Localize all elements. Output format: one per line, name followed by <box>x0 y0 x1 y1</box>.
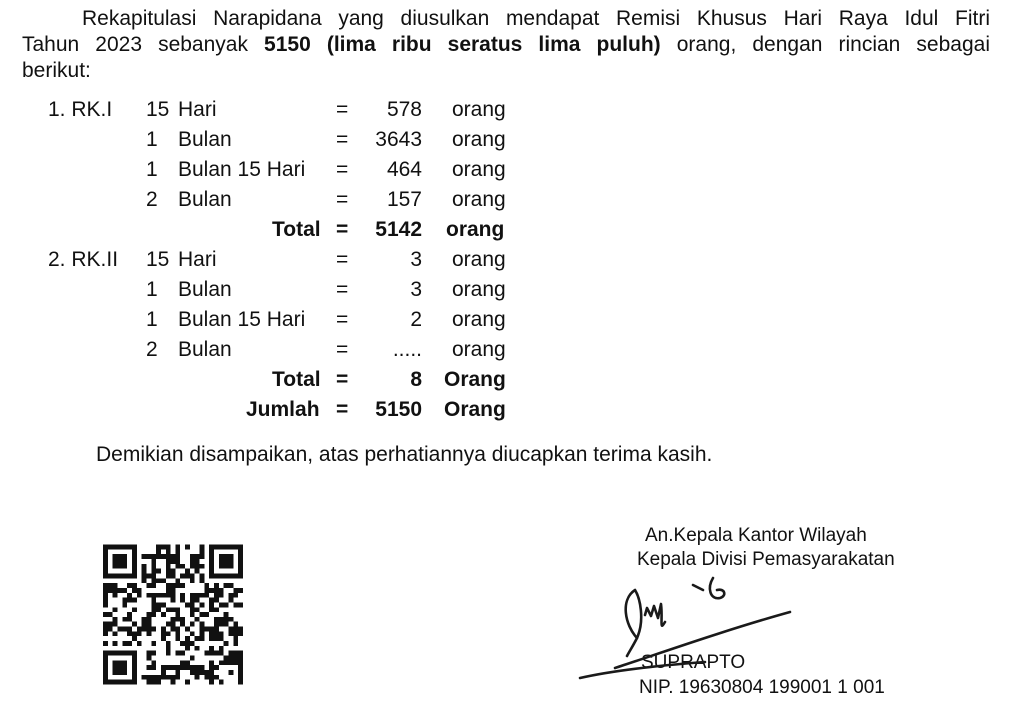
count-value: 578 <box>386 98 422 121</box>
count-value: 2 <box>410 308 422 331</box>
count-value: ..... <box>392 338 422 361</box>
equals-sign: = <box>336 398 349 421</box>
count-value: 157 <box>386 188 422 211</box>
equals-sign: = <box>336 278 349 301</box>
unit-label: Orang <box>444 398 506 421</box>
duration-number: 2 <box>146 338 158 361</box>
equals-sign: = <box>336 98 349 121</box>
duration-number: 2 <box>146 188 158 211</box>
duration-unit: Hari <box>178 248 217 271</box>
duration-unit: Bulan <box>178 338 232 361</box>
intro-line-2-end: orang, dengan rincian sebagai <box>660 33 990 56</box>
duration-number: 15 <box>146 98 170 121</box>
table-row <box>0 185 520 215</box>
group-label: 1. RK.I <box>48 98 113 121</box>
grand-total-row <box>0 395 520 425</box>
duration-unit: Bulan 15 Hari <box>178 158 306 181</box>
total-label: Total <box>272 368 321 391</box>
closing-sentence: Demikian disampaikan, atas perhatiannya diucapkan terima kasih. <box>96 443 713 466</box>
unit-label: orang <box>452 158 506 181</box>
grand-total-label: Jumlah <box>246 398 320 421</box>
total-value: 5142 <box>375 218 422 241</box>
duration-number: 15 <box>146 248 170 271</box>
unit-label: orang <box>452 98 506 121</box>
equals-sign: = <box>336 218 349 241</box>
handwritten-signature <box>575 560 800 690</box>
intro-paragraph <box>22 6 990 84</box>
equals-sign: = <box>336 188 349 211</box>
equals-sign: = <box>336 248 349 271</box>
grand-total-value: 5150 <box>375 398 422 421</box>
unit-label: orang <box>452 278 506 301</box>
intro-line-2-text: Tahun 2023 sebanyak <box>22 33 265 56</box>
duration-unit: Hari <box>178 98 217 121</box>
total-value: 8 <box>410 368 422 391</box>
signatory-title-1: An.Kepala Kantor Wilayah <box>645 525 867 546</box>
duration-unit: Bulan <box>178 278 232 301</box>
group-label: 2. RK.II <box>48 248 119 271</box>
equals-sign: = <box>336 368 349 391</box>
duration-number: 1 <box>146 278 158 301</box>
table-row <box>0 155 520 185</box>
table-row <box>0 245 520 275</box>
count-value: 3643 <box>375 128 422 151</box>
table-row <box>0 125 520 155</box>
intro-line-2 <box>22 32 990 58</box>
equals-sign: = <box>336 128 349 151</box>
count-value: 3 <box>410 248 422 271</box>
intro-total-count: 5150 (lima ribu seratus lima puluh) <box>264 33 661 56</box>
unit-label: orang <box>452 188 506 211</box>
equals-sign: = <box>336 308 349 331</box>
duration-number: 1 <box>146 158 158 181</box>
duration-number: 1 <box>146 128 158 151</box>
signatory-name: SUPRAPTO <box>641 652 746 673</box>
intro-line-3: berikut: <box>22 59 91 82</box>
signatory-title-2: Kepala Divisi Pemasyarakatan <box>637 549 895 570</box>
equals-sign: = <box>336 338 349 361</box>
count-value: 464 <box>386 158 422 181</box>
duration-unit: Bulan <box>178 128 232 151</box>
count-value: 3 <box>410 278 422 301</box>
table-row <box>0 335 520 365</box>
duration-number: 1 <box>146 308 158 331</box>
table-row <box>0 95 520 125</box>
unit-label: orang <box>452 128 506 151</box>
total-row <box>0 365 520 395</box>
unit-label: orang <box>452 308 506 331</box>
unit-label: Orang <box>444 368 506 391</box>
duration-unit: Bulan <box>178 188 232 211</box>
total-row <box>0 215 520 245</box>
unit-label: orang <box>452 248 506 271</box>
qr-code <box>103 543 243 686</box>
table-row <box>0 305 520 335</box>
total-label: Total <box>272 218 321 241</box>
intro-line-1: Rekapitulasi Narapidana yang diusulkan mendapat Remisi Khusus Hari Raya Idul Fitri <box>82 7 990 30</box>
equals-sign: = <box>336 158 349 181</box>
signatory-nip: NIP. 19630804 199001 1 001 <box>639 677 885 698</box>
duration-unit: Bulan 15 Hari <box>178 308 306 331</box>
unit-label: orang <box>446 218 505 241</box>
table-row <box>0 275 520 305</box>
unit-label: orang <box>452 338 506 361</box>
